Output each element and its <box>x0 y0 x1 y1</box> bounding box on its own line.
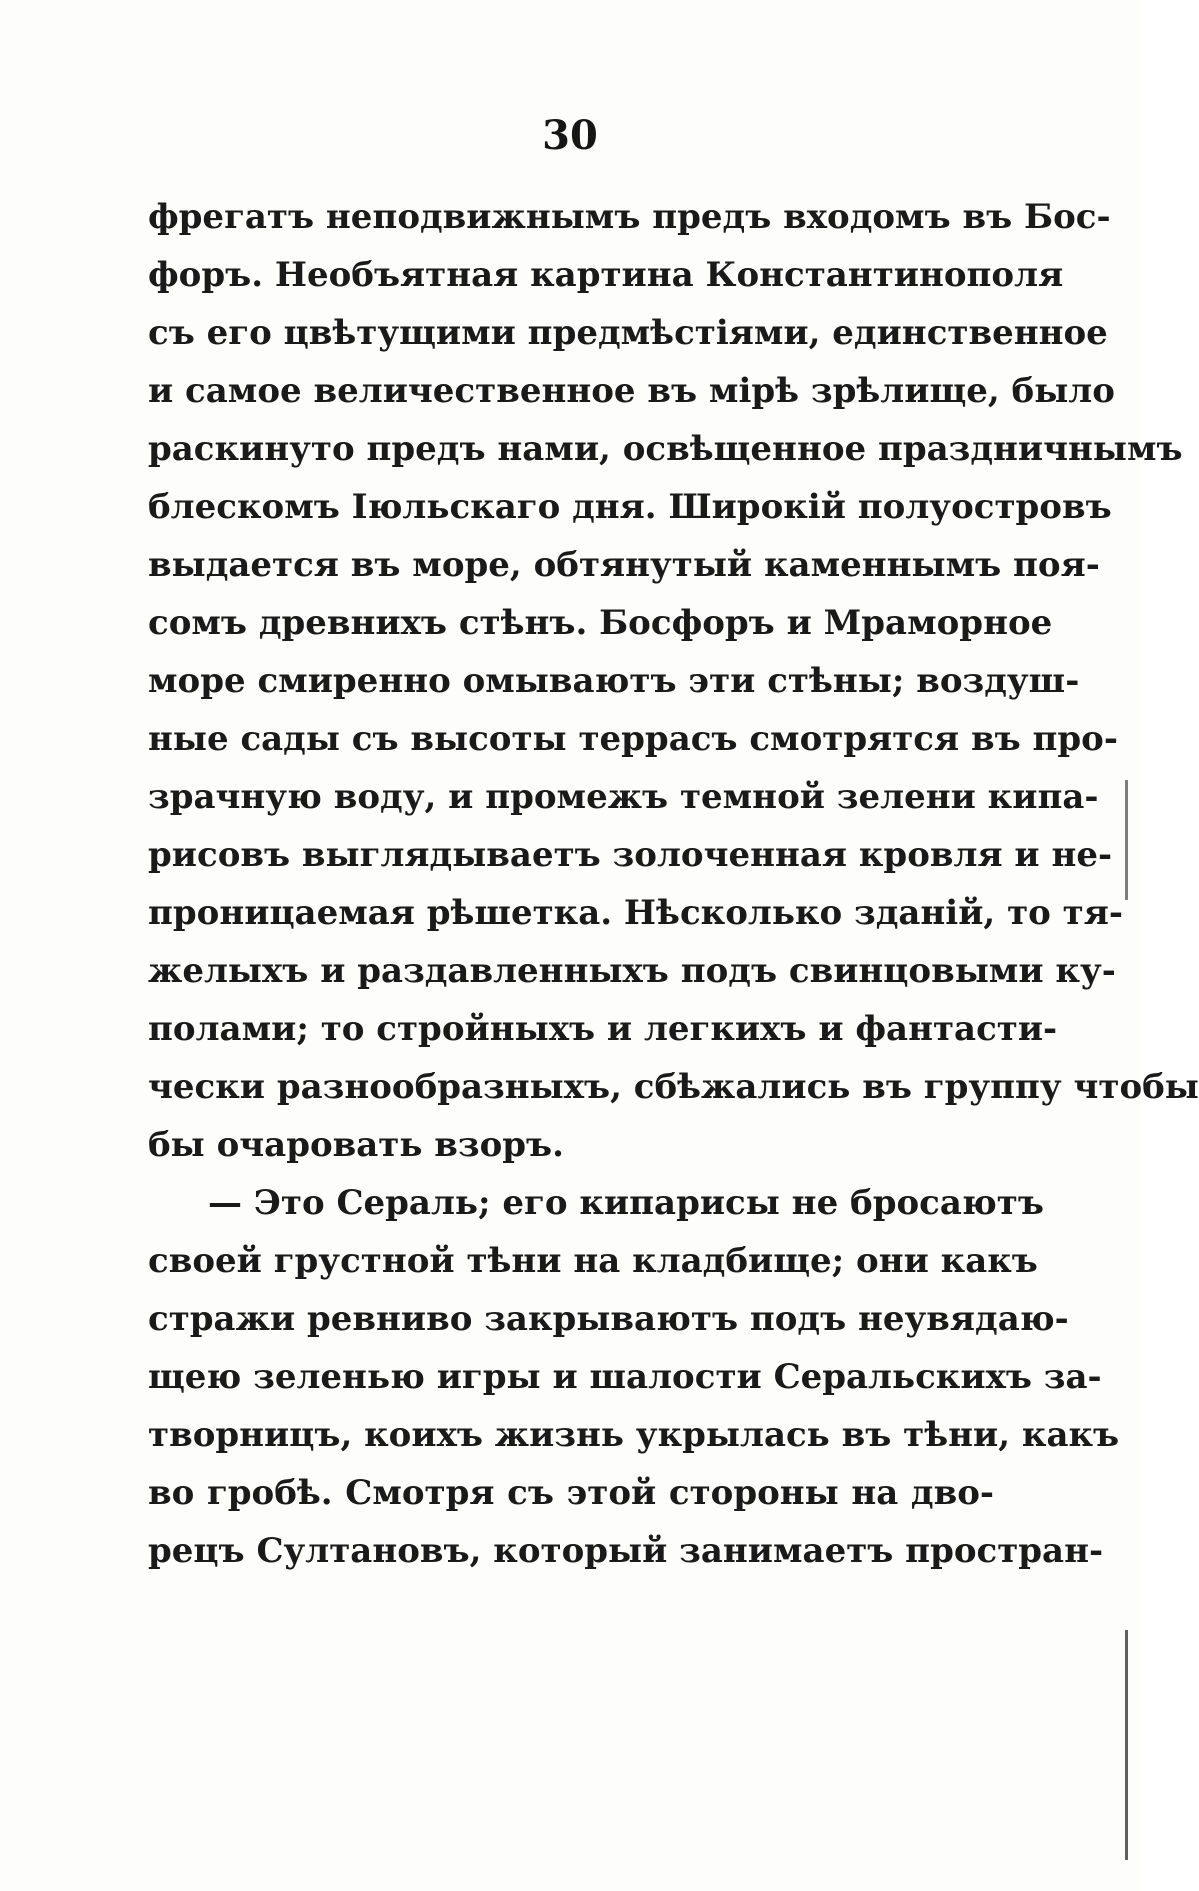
text-line: выдается въ море, обтянутый каменнымъ поя- <box>148 545 1100 585</box>
text-line: чески разнообразныхъ, сбѣжались въ группу чтобы <box>148 1067 1199 1107</box>
page-number: 30 <box>542 112 598 159</box>
text-line: раскинуто предъ нами, освѣщенное праздничнымъ <box>148 429 1183 469</box>
page-edge-mark <box>1125 1630 1128 1860</box>
text-line: своей грустной тѣни на кладбище; они какъ <box>148 1241 1038 1281</box>
text-line: ные сады съ высоты террасъ смотрятся въ про- <box>148 719 1118 759</box>
text-line: полами; то стройныхъ и легкихъ и фантасти- <box>148 1009 1058 1049</box>
body-text <box>148 188 1199 1580</box>
text-line: — Это Сераль; его кипарисы не бросаютъ <box>208 1183 1044 1223</box>
text-line: стражи ревниво закрываютъ подъ неувядаю- <box>148 1299 1069 1339</box>
text-line: во гробѣ. Смотря съ этой стороны на дво- <box>148 1473 994 1513</box>
text-line: форъ. Необъятная картина Константинополя <box>148 255 1064 295</box>
text-line: желыхъ и раздавленныхъ подъ свинцовыми ку- <box>148 951 1116 991</box>
text-line: море смиренно омываютъ эти стѣны; воздуш- <box>148 661 1080 701</box>
text-line: рецъ Султановъ, который занимаетъ простран- <box>148 1531 1104 1571</box>
text-line: рисовъ выглядываетъ золоченная кровля и не- <box>148 835 1113 875</box>
text-line: бы очаровать взоръ. <box>148 1125 564 1165</box>
text-line: фрегатъ неподвижнымъ предъ входомъ въ Бос- <box>148 197 1111 237</box>
text-line: блескомъ Іюльскаго дня. Широкій полуостровъ <box>148 487 1112 527</box>
page-edge-mark <box>1125 780 1128 900</box>
text-line: съ его цвѣтущими предмѣстіями, единственное <box>148 313 1108 353</box>
text-line: творницъ, коихъ жизнь укрылась въ тѣни, какъ <box>148 1415 1120 1455</box>
text-line: зрачную воду, и промежъ темной зелени кипа- <box>148 777 1099 817</box>
text-line: и самое величественное въ мірѣ зрѣлище, было <box>148 371 1115 411</box>
text-line: щею зеленью игры и шалости Серальскихъ за- <box>148 1357 1102 1397</box>
text-line: проницаемая рѣшетка. Нѣсколько зданій, то тя- <box>148 893 1123 933</box>
text-line: сомъ древнихъ стѣнъ. Босфоръ и Мраморное <box>148 603 1053 643</box>
